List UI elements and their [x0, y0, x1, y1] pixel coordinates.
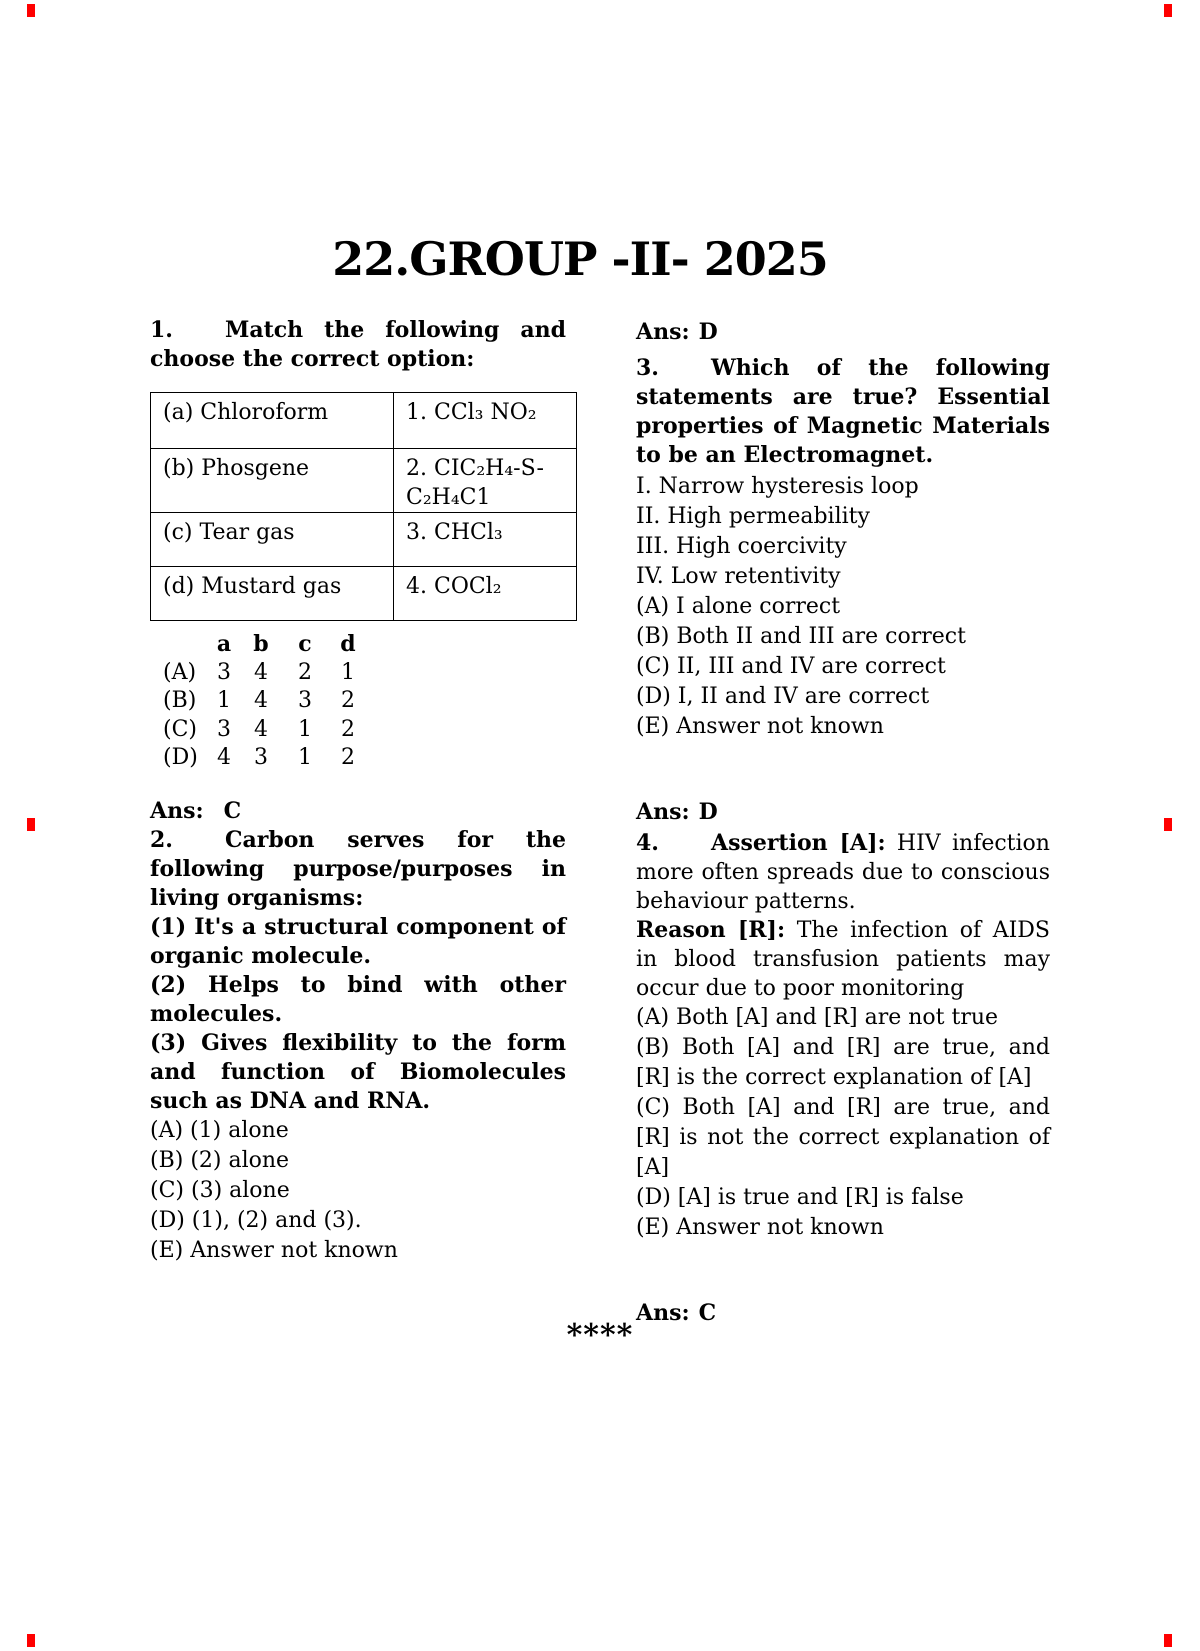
left-column: [150, 316, 566, 1266]
assertion-text: HIV infection more often spreads due to conscious behaviour patterns.: [636, 831, 1050, 914]
option-line: (A) (1) alone: [150, 1117, 289, 1143]
red-crop-mark-bottom-right: [1164, 1634, 1172, 1647]
statement-1: (1) It's a structural component of organic molecule.: [150, 913, 566, 969]
match-item-cell: (c) Tear gas: [151, 513, 394, 567]
red-crop-mark-middle-right: [1164, 818, 1172, 831]
question-3-statements: [636, 472, 1050, 592]
matrix-row-label: (B): [163, 688, 197, 713]
match-table-row: [151, 567, 577, 621]
option-line: (B) (2) alone: [150, 1147, 290, 1173]
option-line: (B) Both II and III are correct: [636, 624, 966, 649]
match-value-cell: 2. CIC₂H₄-S- C₂H₄C1: [394, 449, 577, 513]
question-2-prompt-text: Carbon serves for the following purpose/purposes in living organisms:: [150, 826, 566, 911]
answer-label: Ans:: [636, 1300, 690, 1326]
matrix-cell: 1: [298, 745, 312, 770]
matrix-row-label: (D): [163, 745, 198, 770]
matrix-row-B: [150, 687, 566, 716]
question-3: [636, 354, 1050, 827]
matrix-cell: 1: [341, 659, 355, 685]
option-line: (C) Both [A] and [R] are true, and [R] is not the correct explanation of [A]: [636, 1095, 1050, 1180]
question-1-number: 1.: [150, 317, 173, 343]
match-item-cell: (a) Chloroform: [151, 393, 394, 449]
matrix-cell: 2: [298, 659, 312, 685]
option-line: (C) (3) alone: [150, 1177, 290, 1203]
option-line: (A) Both [A] and [R] are not true: [636, 1005, 999, 1030]
roman-statement: I. Narrow hysteresis loop: [636, 474, 919, 499]
question-2: [150, 826, 566, 1266]
option-line: (E) Answer not known: [636, 714, 884, 739]
matrix-header-b: b: [253, 631, 269, 657]
right-column: [636, 318, 1050, 1328]
option-line: (D) (1), (2) and (3).: [150, 1207, 362, 1233]
matrix-cell: 2: [341, 745, 355, 770]
matrix-cell: 3: [217, 716, 231, 742]
option-line: (C) II, III and IV are correct: [636, 654, 946, 679]
statement-3: (3) Gives flexibility to the form and function of Biomolecules such as DNA and RNA.: [150, 1029, 566, 1114]
assertion-label: Assertion [A]:: [711, 830, 886, 856]
answer-line-q3: [636, 798, 1050, 827]
matrix-cell: 4: [254, 688, 268, 713]
footer-stars: ****: [566, 1318, 634, 1353]
question-4: [636, 829, 1050, 1328]
question-3-prompt: [636, 354, 1050, 470]
matrix-cell: 4: [254, 659, 268, 685]
match-value-cell: 1. CCl₃ NO₂: [394, 393, 577, 449]
matrix-cell: 3: [298, 688, 312, 713]
answer-label: Ans:: [150, 797, 204, 824]
matrix-cell: 1: [217, 688, 231, 713]
option-line: (E) Answer not known: [150, 1237, 398, 1263]
option-line: (A) I alone correct: [636, 594, 841, 619]
roman-statement: IV. Low retentivity: [636, 564, 841, 589]
option-line: (E) Answer not known: [636, 1215, 884, 1240]
matrix-header-a: a: [216, 631, 232, 657]
matrix-row-A: [150, 659, 566, 688]
reason-label: Reason [R]:: [636, 917, 786, 943]
matrix-cell: 2: [341, 688, 355, 713]
roman-statement: II. High permeability: [636, 504, 870, 529]
answer-matrix: [150, 630, 566, 773]
matrix-row-D: [150, 744, 566, 773]
answer-label: Ans:: [636, 319, 690, 345]
roman-statement: III. High coercivity: [636, 534, 847, 559]
option-line: (D) [A] is true and [R] is false: [636, 1185, 964, 1210]
match-item-cell: (d) Mustard gas: [151, 567, 394, 621]
match-value-cell: 4. COCl₂: [394, 567, 577, 621]
match-table-row: [151, 393, 577, 449]
matrix-header-spacer: [163, 630, 206, 659]
reason-text: The infection of AIDS in blood transfusion patients may occur due to poor monitoring: [636, 918, 1050, 1001]
match-table: [150, 392, 577, 621]
matrix-cell: 4: [254, 716, 268, 742]
question-4-assertion: [636, 829, 1050, 916]
question-2-number: 2.: [150, 826, 173, 853]
question-3-number: 3.: [636, 355, 659, 381]
question-1: [150, 316, 566, 826]
option-line: (B) Both [A] and [R] are true, and [R] is the correct explanation of [A]: [636, 1035, 1050, 1090]
matrix-cell: 3: [217, 659, 231, 685]
matrix-cell: 3: [254, 745, 268, 770]
answer-value: C: [223, 797, 242, 824]
question-4-reason: [636, 916, 1050, 1003]
match-table-row: [151, 449, 577, 513]
answer-line-q2: [636, 318, 1050, 347]
matrix-cell: 4: [217, 745, 231, 770]
red-crop-mark-middle-left: [27, 818, 35, 831]
page-title: 22.GROUP -II- 2025: [332, 232, 828, 286]
matrix-header-d: d: [340, 631, 356, 657]
matrix-cell: 2: [341, 716, 355, 742]
question-3-prompt-text: Which of the following statements are true? Essential properties of Magnetic Materials to be an Electromagnet.: [636, 355, 1050, 468]
option-line: (D) I, II and IV are correct: [636, 684, 930, 709]
red-crop-mark-top-right: [1164, 4, 1172, 17]
answer-label: Ans:: [636, 799, 690, 825]
red-crop-mark-top-left: [27, 4, 35, 17]
answer-value: D: [698, 319, 718, 345]
question-4-number: 4.: [636, 830, 659, 856]
matrix-row-label: (A): [163, 659, 197, 685]
matrix-row-label: (C): [163, 716, 197, 742]
match-table-row: [151, 513, 577, 567]
answer-value: C: [698, 1300, 717, 1326]
matrix-header-row: [150, 630, 566, 659]
match-value-cell: 3. CHCl₃: [394, 513, 577, 567]
red-crop-mark-bottom-left: [27, 1634, 35, 1647]
question-2-prompt: [150, 826, 566, 913]
question-1-prompt: [150, 316, 566, 374]
matrix-row-C: [150, 716, 566, 745]
answer-value: D: [698, 799, 718, 825]
matrix-header-c: c: [298, 631, 312, 657]
matrix-cell: 1: [298, 716, 312, 742]
match-item-cell: (b) Phosgene: [151, 449, 394, 513]
answer-line-q1: [150, 797, 566, 826]
statement-2: (2) Helps to bind with other molecules.: [150, 971, 566, 1027]
question-1-prompt-text: Match the following and choose the correct option:: [150, 317, 566, 372]
